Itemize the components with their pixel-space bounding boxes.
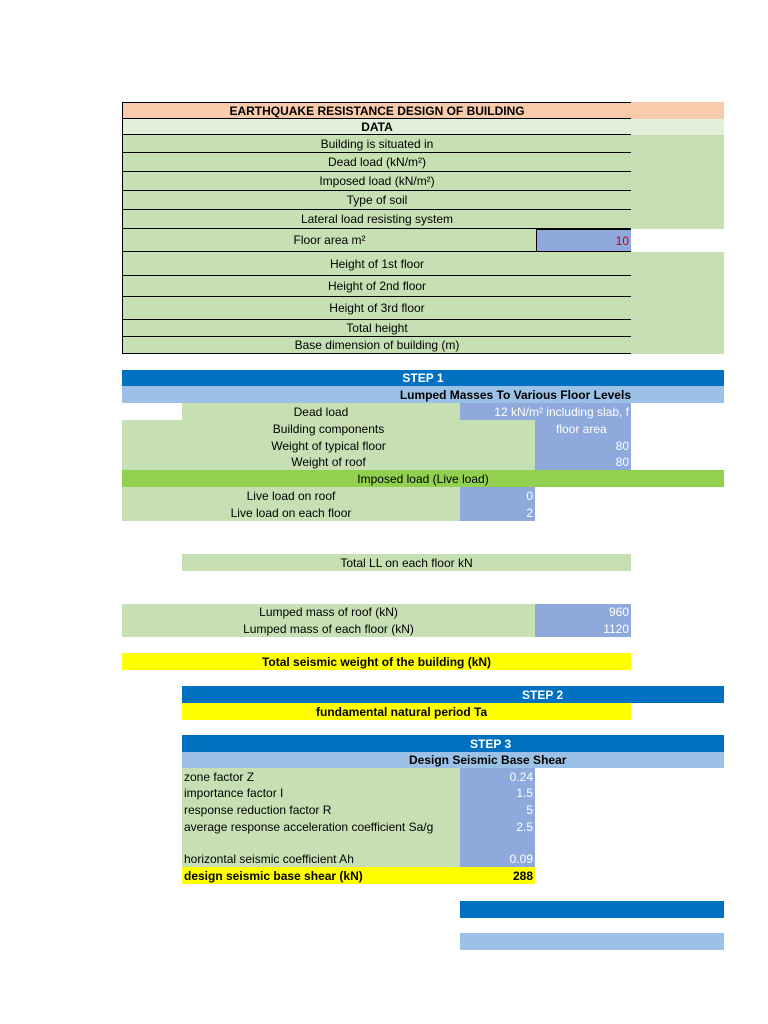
base-shear-value[interactable]: 288 — [460, 867, 535, 884]
roof-weight-label[interactable]: Weight of roof — [122, 454, 535, 470]
zone-factor-value[interactable]: 0.24 — [460, 768, 535, 785]
ah-coefficient-label[interactable]: horizontal seismic coefficient Ah — [184, 852, 354, 866]
bottom-lightblue-bar[interactable] — [460, 933, 724, 950]
lumped-roof-label[interactable]: Lumped mass of roof (kN) — [122, 604, 535, 620]
step2-header[interactable]: STEP 2 — [182, 686, 724, 703]
ll-roof-label[interactable]: Live load on roof — [122, 487, 460, 504]
base-shear-label[interactable]: design seismic base shear (kN) — [182, 867, 460, 884]
step1-subheader[interactable]: Lumped Masses To Various Floor Levels — [122, 386, 631, 403]
lumped-roof-value[interactable]: 960 — [535, 604, 631, 620]
roof-weight-value[interactable]: 80 — [535, 454, 631, 470]
row-height-2nd-floor[interactable]: Height of 2nd floor — [122, 276, 631, 297]
total-ll-label[interactable]: Total LL on each floor kN — [182, 554, 631, 571]
importance-factor-label[interactable]: importance factor I — [184, 786, 284, 800]
heights-right-block[interactable] — [631, 252, 724, 354]
typical-floor-value[interactable]: 80 — [535, 437, 631, 454]
reduction-factor-value[interactable]: 5 — [460, 801, 535, 818]
title-extension-cell[interactable] — [631, 102, 724, 119]
data-right-block[interactable] — [631, 135, 724, 229]
bottom-blue-bar[interactable] — [460, 901, 724, 918]
ll-floor-label[interactable]: Live load on each floor — [122, 504, 460, 521]
lumped-floor-value[interactable]: 1120 — [535, 620, 631, 637]
building-components-value[interactable]: floor area — [535, 420, 631, 437]
ll-roof-value[interactable]: 0 — [460, 487, 535, 504]
step3-subheader[interactable]: Design Seismic Base Shear — [182, 752, 724, 768]
dead-load-value[interactable]: 12 kN/m² including slab, f — [460, 403, 631, 420]
row-total-height[interactable]: Total height — [122, 320, 631, 337]
data-extension-cell[interactable] — [631, 119, 724, 135]
total-seismic-weight-label[interactable]: Total seismic weight of the building (kN) — [122, 653, 631, 670]
step1-subheader-ext[interactable] — [631, 386, 724, 403]
data-subtitle[interactable]: DATA — [122, 119, 631, 135]
sag-coefficient-value[interactable]: 2.5 — [460, 818, 535, 835]
ah-coefficient-value[interactable]: 0.09 — [460, 851, 535, 867]
floor-area-label[interactable]: Floor area m² — [122, 229, 536, 252]
importance-factor-value[interactable]: 1.5 — [460, 785, 535, 801]
step1-header[interactable]: STEP 1 — [122, 370, 724, 386]
row-lateral-load-system[interactable]: Lateral load resisting system — [122, 210, 631, 229]
reduction-factor-label[interactable]: response reduction factor R — [184, 802, 332, 817]
floor-area-value[interactable]: 10 — [536, 229, 631, 252]
lumped-floor-label[interactable]: Lumped mass of each floor (kN) — [122, 620, 535, 637]
row-height-3rd-floor[interactable]: Height of 3rd floor — [122, 297, 631, 320]
row-type-of-soil[interactable]: Type of soil — [122, 191, 631, 210]
fundamental-period-label[interactable]: fundamental natural period Ta — [182, 703, 631, 720]
ll-floor-value[interactable]: 2 — [460, 504, 535, 521]
typical-floor-label[interactable]: Weight of typical floor — [122, 437, 535, 454]
row-dead-load[interactable]: Dead load (kN/m²) — [122, 153, 631, 172]
row-height-1st-floor[interactable]: Height of 1st floor — [122, 252, 631, 276]
imposed-load-header[interactable]: Imposed load (Live load) — [122, 470, 724, 487]
step3-header[interactable]: STEP 3 — [182, 735, 724, 752]
blank-value-cell[interactable] — [460, 835, 535, 851]
row-building-situated[interactable]: Building is situated in — [122, 135, 631, 153]
zone-factor-label[interactable]: zone factor Z — [184, 769, 255, 784]
dead-load-label[interactable]: Dead load — [182, 403, 460, 420]
row-imposed-load[interactable]: Imposed load (kN/m²) — [122, 172, 631, 191]
sheet-title[interactable]: EARTHQUAKE RESISTANCE DESIGN OF BUILDING — [122, 102, 631, 119]
sag-coefficient-label[interactable]: average response acceleration coefficient Sa/g — [184, 819, 434, 834]
building-components-label[interactable]: Building components — [122, 420, 535, 437]
row-base-dimension[interactable]: Base dimension of building (m) — [122, 337, 631, 354]
